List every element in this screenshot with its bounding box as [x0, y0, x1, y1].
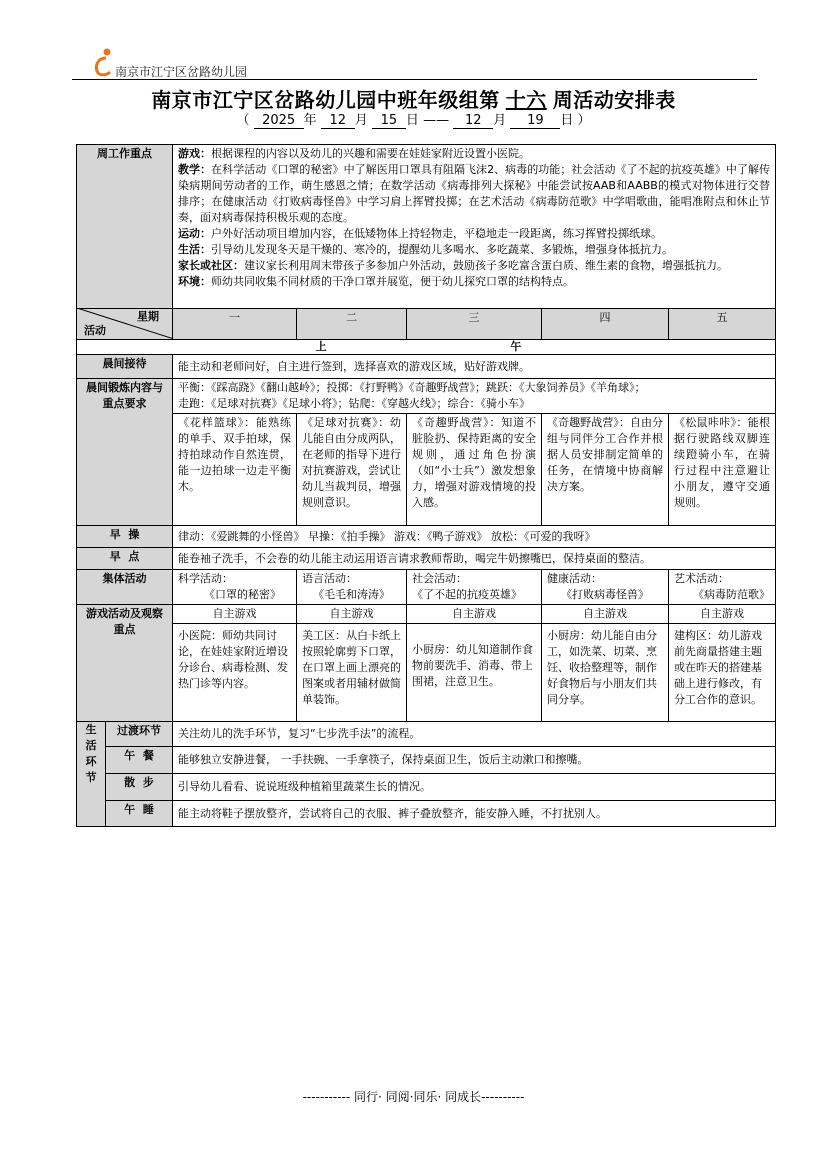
- play-thu-text: 小厨房：幼儿能自由分工，如洗菜、切菜、烹饪、收拾整理等，制作好食物后与小朋友们共同分享。: [547, 629, 657, 706]
- day-mon: 一: [173, 309, 297, 340]
- life-lunch-text: 能够独立安静进餐， 一手扶碗、一手拿筷子，保持桌面卫生，饭后主动漱口和擦嘴。: [173, 747, 776, 774]
- group-thu-field: 健康活动：: [547, 572, 602, 585]
- play-fri-text: 建构区：幼儿游戏前先商量搭建主题或在昨天的搭建基础上进行修改，有分工合作的意识。: [674, 629, 762, 706]
- group-fri-name: 《病毒防范歌》: [693, 588, 771, 601]
- group-activity-thu: [542, 570, 669, 605]
- group-thu-name: 《打败病毒怪兽》: [561, 588, 649, 601]
- weekly-focus-row: [77, 145, 776, 309]
- day-thu: 四: [542, 309, 669, 340]
- life-label: 生活环节: [77, 722, 106, 827]
- group-fri-field: 艺术活动：: [674, 572, 729, 585]
- focus-env-text: 师幼共同收集不同材质的干净口罩并展览，便于幼儿探究口罩的结构特点。: [211, 275, 574, 288]
- year-char: 年: [303, 113, 317, 128]
- exercise-summary: [173, 379, 776, 414]
- exercise-summary-row: [77, 379, 776, 414]
- weekday-header-row: [77, 309, 776, 340]
- day-char: 日: [405, 113, 419, 128]
- play-activity-row: [77, 605, 776, 722]
- focus-game-label: 游戏：: [178, 147, 211, 160]
- focus-env-label: 环境：: [178, 275, 211, 288]
- group-activity-tue: [297, 570, 407, 605]
- corner-weekday-label: 星期: [137, 310, 159, 323]
- header-rule: [72, 79, 757, 80]
- month-char: 月: [354, 113, 368, 128]
- play-wed: [407, 605, 542, 722]
- header-school-name: 南京市江宁区岔路幼儿园: [115, 65, 248, 79]
- play-wed-text: 小厨房：幼儿知道制作食物前要洗手、消毒、带上围裙，注意卫生。: [412, 643, 533, 688]
- exercise-line-2: 走跑：《足球对抗赛》《足球小将》；钻爬：《穿越火线》；综合：《骑小车》: [178, 397, 530, 410]
- group-mon-name: 《口罩的秘密》: [204, 588, 281, 601]
- day-tue: 二: [297, 309, 407, 340]
- exercise-line-1: 平衡：《踩高跷》《翻山越岭》；投掷：《打野鸭》《奇趣野战营》；跳跃：《大象饲养员》《羊角球》；: [178, 381, 646, 394]
- play-mon: [173, 605, 297, 722]
- life-row-lunch: [77, 747, 776, 774]
- group-activity-mon: [173, 570, 297, 605]
- play-tue-text: 美工区：从白卡纸上按照轮廓剪下口罩，在口罩上画上漂亮的图案或者用辅材做简单装饰。: [302, 629, 401, 706]
- play-fri: [669, 605, 776, 722]
- day-char-2: 日: [560, 113, 574, 128]
- exercise-wed: 《奇趣野战营》：知道不脏脸扔、保持距离的安全规则，通过角色扮演（如“小士兵”）激发想象力，增强对游戏情境的投入感。: [407, 414, 542, 526]
- focus-home-text: 建议家长利用周末带孩子多参加户外活动，鼓励孩子多吃富含蛋白质、维生素的食物，增强抵抗力。: [244, 259, 728, 272]
- snack-row: [77, 548, 776, 570]
- life-lunch-label: 午 餐: [106, 747, 173, 774]
- title-suffix: 周活动安排表: [552, 88, 676, 112]
- focus-game-text: 根据课程的内容以及幼儿的兴趣和需要在娃娃家附近设置小医院。: [211, 147, 530, 160]
- life-row-transition: [77, 722, 776, 747]
- focus-sport-label: 运动：: [178, 227, 211, 240]
- corner-activity-label: 活动: [84, 324, 106, 337]
- focus-life-label: 生活：: [178, 243, 211, 256]
- life-nap-text: 能主动将鞋子摆放整齐，尝试将自己的衣服、裤子叠放整齐，能安静入睡，不打扰别人。: [173, 801, 776, 827]
- play-thu-head: 自主游戏: [542, 606, 668, 624]
- group-wed-field: 社会活动：: [412, 572, 467, 585]
- exercise-tue: 《足球对抗赛》：幼儿能自由分成两队，在老师的指导下进行对抗赛游戏，尝试让幼儿当裁判员，增强规则意识。: [297, 414, 407, 526]
- exercise-label: 晨间锻炼内容与重点要求: [77, 379, 173, 526]
- start-day: 15: [372, 114, 406, 129]
- play-fri-head: 自主游戏: [669, 606, 775, 624]
- group-activity-row: [77, 570, 776, 605]
- play-tue-head: 自主游戏: [297, 606, 406, 624]
- life-row-walk: [77, 774, 776, 801]
- date-close: ）: [577, 113, 591, 128]
- exercise-thu: 《奇趣野战营》：自由分组与同伴分工合作并根据人员安排制定简单的任务，在情境中协商解决方案。: [542, 414, 669, 526]
- life-nap-label: 午 睡: [106, 801, 173, 827]
- play-tue: [297, 605, 407, 722]
- morning-exercise-label: 早 操: [77, 526, 173, 548]
- date-range: [0, 109, 827, 129]
- schedule-table: [76, 144, 776, 827]
- weekly-focus-content: [173, 145, 776, 309]
- day-fri: 五: [669, 309, 776, 340]
- reception-label: 晨间接待: [77, 355, 173, 379]
- life-walk-text: 引导幼儿看看、说说班级种植箱里蔬菜生长的情况。: [173, 774, 776, 801]
- school-logo: [92, 46, 114, 76]
- weekly-focus-label: 周工作重点: [77, 145, 173, 309]
- group-wed-name: 《了不起的抗疫英雄》: [412, 588, 522, 601]
- focus-life-text: 引导幼儿发现冬天是干燥的、寒冷的，提醒幼儿多喝水、多吃蔬菜、多锻炼，增强身体抵抗力。: [211, 243, 673, 256]
- start-month: 12: [321, 114, 355, 129]
- title-week-number: 十六: [505, 88, 547, 112]
- reception-row: [77, 355, 776, 379]
- end-day: 19: [510, 114, 560, 129]
- group-activity-fri: [669, 570, 776, 605]
- group-tue-field: 语言活动：: [302, 572, 357, 585]
- day-wed: 三: [407, 309, 542, 340]
- morning-row: [77, 340, 776, 355]
- life-transition-text: 关注幼儿的洗手环节，复习“七步洗手法”的流程。: [173, 722, 776, 747]
- exercise-mon: 《花样篮球》：能熟练的单手、双手拍球，保持拍球动作自然连贯，能一边拍球一边走平衡木。: [173, 414, 297, 526]
- play-activity-label: 游戏活动及观察重点: [77, 605, 173, 722]
- focus-teach-text: 在科学活动《口罩的秘密》中了解医用口罩具有阻隔飞沫2、病毒的功能；社会活动《了不起的抗疫英雄》中了解传染病期间劳动者的工作，萌生感恩之情；在数学活动《病毒排列大探秘》中能尝试按AAB和AABB的模式对物体进行交替排序；在健康活动《打败病毒怪兽》中学习肩上挥臂投掷；在艺术活动《病毒防范歌》中学唱歌曲，能唱准附点和休止节奏，面对病毒保持积极乐观的态度。: [178, 163, 771, 224]
- weekday-corner: [77, 309, 173, 340]
- reception-text: 能主动和老师问好，自主进行签到，选择喜欢的游戏区域，贴好游戏牌。: [173, 355, 776, 379]
- group-activity-wed: [407, 570, 542, 605]
- play-thu: [542, 605, 669, 722]
- play-mon-text: 小医院：师幼共同讨论，在娃娃家附近增设分诊台、病毒检测、发热门诊等内容。: [178, 629, 288, 690]
- exercise-fri: 《松鼠咔咔》：能根据行驶路线双脚连续蹬骑小车，在骑行过程中注意避让小朋友，遵守交通规则。: [669, 414, 776, 526]
- morning-label: 上 午: [77, 340, 776, 355]
- exercise-days-row: [77, 414, 776, 526]
- start-year: 2025: [254, 114, 304, 129]
- life-transition-label: 过渡环节: [106, 722, 173, 747]
- group-activity-label: 集体活动: [77, 570, 173, 605]
- focus-sport-text: 户外好活动项目增加内容，在低矮物体上持轻物走，平稳地走一段距离，练习挥臂投掷纸球。: [211, 227, 662, 240]
- life-walk-label: 散 步: [106, 774, 173, 801]
- morning-exercise-text: 律动：《爱跳舞的小怪兽》 早操：《拍手操》 游戏：《鸭子游戏》 放松：《可爱的我呀》: [173, 526, 776, 548]
- snack-text: 能卷袖子洗手，不会卷的幼儿能主动运用语言请求教师帮助，喝完牛奶擦嘴巴，保持桌面的整洁。: [173, 548, 776, 570]
- footer-motto: ----------- 同行· 同阅·同乐· 同成长----------: [302, 1090, 525, 1104]
- title-prefix: 南京市江宁区岔路幼儿园中班年级组第: [151, 88, 500, 112]
- play-wed-head: 自主游戏: [407, 606, 541, 624]
- snack-label: 早 点: [77, 548, 173, 570]
- month-char-2: 月: [493, 113, 507, 128]
- date-dash: ——: [423, 113, 450, 128]
- group-tue-name: 《毛毛和涛涛》: [313, 588, 390, 601]
- focus-teach-label: 教学：: [178, 163, 212, 176]
- group-mon-field: 科学活动：: [178, 572, 233, 585]
- morning-exercise-row: [77, 526, 776, 548]
- play-mon-head: 自主游戏: [173, 606, 296, 624]
- end-month: 12: [453, 114, 493, 129]
- date-open: （: [236, 113, 250, 128]
- focus-home-label: 家长或社区：: [178, 259, 244, 272]
- life-row-nap: [77, 801, 776, 827]
